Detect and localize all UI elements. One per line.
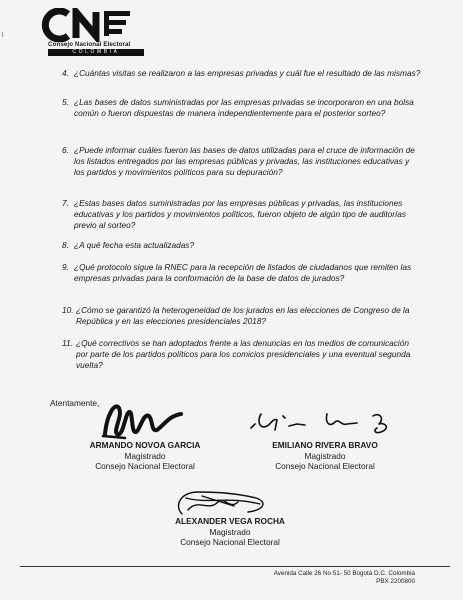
signatory-title: Magistrado (124, 450, 166, 461)
question-number: 6. (62, 145, 69, 155)
question-text: ¿Qué correctivos se han adoptados frente a las denuncias en los medios de comunicación por parte de los partidos políticos para los comicios presidenciales y una eventual segunda vuelta? (76, 338, 411, 370)
question-number: 9. (62, 262, 69, 272)
signatory-name: ARMANDO NOVOA GARCIA (89, 440, 201, 450)
footer-contact (274, 570, 415, 586)
signatory-org: Consejo Nacional Electoral (275, 461, 375, 471)
logo-org-name: Consejo Nacional Electoral (48, 41, 131, 48)
signatory-org: Consejo Nacional Electoral (95, 461, 195, 471)
cne-logo-mark (30, 8, 150, 42)
question-item (62, 305, 422, 327)
footer-divider (20, 566, 450, 567)
question-item (62, 145, 422, 178)
signatory-block (150, 516, 310, 548)
question-text: ¿Cómo se garantizó la heterogeneidad de los jurados en las elecciones de Congreso de la República y en las elecciones presidenciales 2018? (76, 305, 410, 326)
question-item (62, 240, 422, 251)
question-number: 10. (62, 305, 74, 315)
signature-armando-novoa (95, 394, 190, 444)
question-text: ¿Puede informar cuáles fueron las bases de datos utilizadas para el cruce de información de los listados entregados por las empresas públicas y privadas, las instituciones educativas y los partidos y movimientos políticos para su depuración? (74, 145, 415, 177)
signatory-title: Magistrado (304, 450, 346, 461)
margin-mark: ╷ (0, 28, 5, 37)
question-number: 7. (62, 198, 69, 208)
question-number: 11. (62, 338, 73, 348)
footer-address: Avenida Calle 26 No 51- 50 Bogotá D.C. Colombia (273, 570, 415, 577)
question-text: ¿A qué fecha esta actualizadas? (74, 240, 195, 250)
signatory-name: EMILIANO RIVERA BRAVO (272, 440, 378, 450)
question-number: 5. (62, 97, 69, 107)
signatory-title: Magistrado (209, 526, 251, 537)
logo-country-band: COLOMBIA (48, 49, 144, 56)
question-item (62, 262, 422, 284)
signatory-block (55, 440, 235, 472)
signatory-org: Consejo Nacional Electoral (180, 537, 280, 547)
question-text: ¿Cuántas visitas se realizaron a las empresas privadas y cuál fue el resultado de las mismas? (74, 68, 421, 78)
signatory-block (245, 440, 405, 472)
question-item (62, 338, 422, 371)
question-item (62, 198, 422, 231)
footer-phone: PBX 2200800 (376, 578, 415, 585)
question-item (62, 97, 422, 119)
closing-salutation: Atentamente, (50, 398, 100, 408)
signature-emiliano-rivera (245, 406, 435, 436)
cne-logo (30, 8, 150, 55)
question-text: ¿Qué protocolo sigue la RNEC para la recepción de listados de ciudadanos que remiten las empresas privadas para la conformación de la base de datos de jurados? (74, 262, 412, 283)
question-number: 8. (62, 240, 69, 250)
question-number: 4. (62, 68, 69, 78)
question-text: ¿Las bases de datos suministradas por las empresas privadas se incorporaron en una bolsa común o fueron dispuestas de manera independientemente para el posterior sorteo? (74, 97, 414, 118)
question-item (62, 68, 422, 79)
signatory-name: ALEXANDER VEGA ROCHA (175, 516, 285, 526)
question-text: ¿Estas bases datos suministradas por las empresas públicas y privadas, las instituciones educativas y los partidos y movimientos políticos, fueron objeto de algún tipo de auditorías previo al sorteo? (74, 198, 407, 230)
